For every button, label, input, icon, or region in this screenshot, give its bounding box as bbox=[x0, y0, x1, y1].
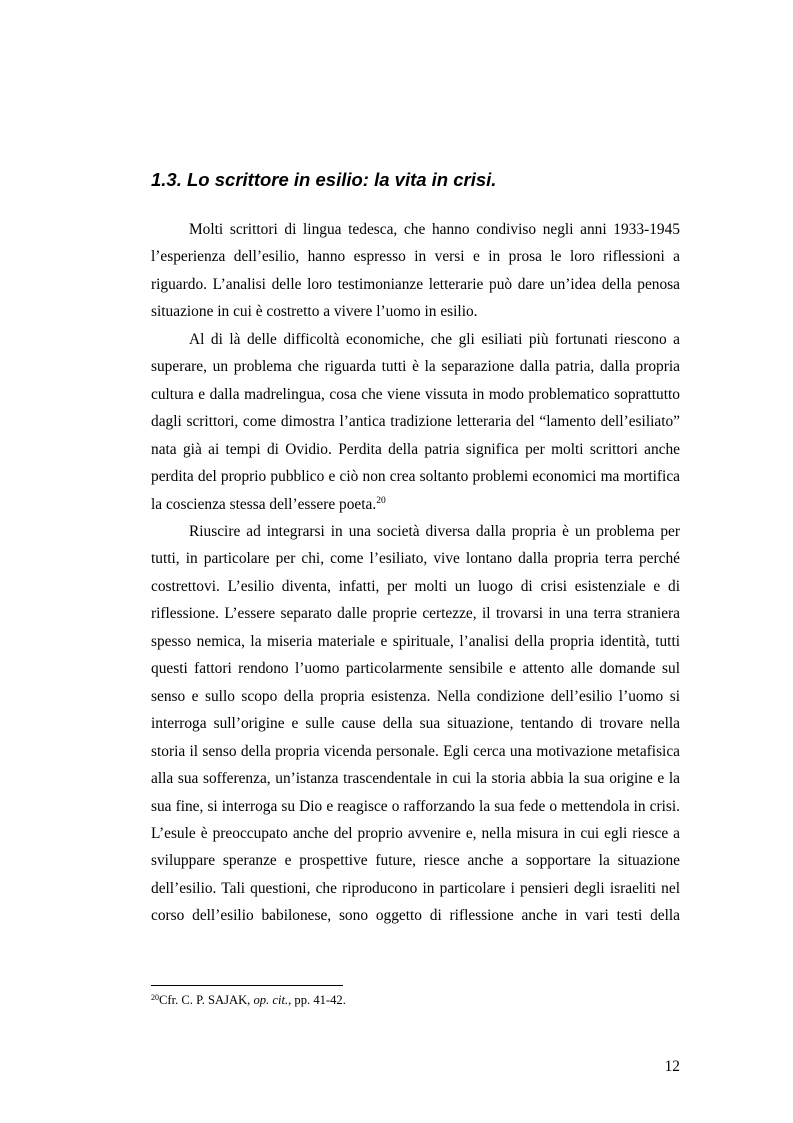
paragraph-2-text: Al di là delle difficoltà economiche, che gli esiliati più fortunati riescono a superare, un problema che riguarda tutti è la separazione dalla patria, dalla propria cultura e dalla madrelingua, cosa che viene vissuta in modo problematico soprattutto dagli scrittori, come dimostra l’antica tradizione letteraria del “lamento dell’esiliato” nata già ai tempi di Ovidio. Perdita della patria significa per molti scrittori anche perdita del proprio pubblico e ciò non crea soltanto problemi economici ma mortifica la coscienza stessa dell’essere poeta. bbox=[151, 330, 680, 513]
paragraph-3-text: Riuscire ad integrarsi in una società diversa dalla propria è un problema per tutti, in particolare per chi, come l’esiliato, vive lontano dalla propria terra perché costrettovi. L’esilio diventa, infatti, per molti un luogo di crisi esistenziale e di riflessione. L’essere separato dalle proprie certezze, il trovarsi in una terra straniera spesso nemica, la miseria materiale e spirituale, l’analisi della propria identità, tutti questi fattori rendono l’uomo particolarmente sensibile e attento alle domande sul senso e sullo scopo della propria esistenza. Nella condizione dell’esilio l’uomo si interroga sull’origine e sulle cause della sua situazione, tentando di trovare nella storia il senso della propria vicenda personale. Egli cerca una motivazione metafisica alla sua sofferenza, un’istanza trascendentale in cui la storia abbia la sua origine e la sua fine, si interroga su Dio e reagisce o rafforzando la sua fede o mettendola in crisi. L’esule è preoccupato anche del proprio avvenire e, nella misura in cui egli riesce a sviluppare speranze e prospettive future, riesce anche a sopportare la situazione dell’esilio. Tali questioni, che riproducono in particolare i pensieri degli israeliti nel corso dell’esilio babilonese, sono oggetto di riflessione anche in vari testi della bbox=[151, 522, 680, 925]
footnote-number: 20 bbox=[151, 993, 159, 1002]
footnote-reference[interactable]: 20 bbox=[376, 495, 386, 506]
section-heading: 1.3. Lo scrittore in esilio: la vita in crisi. bbox=[151, 169, 497, 190]
body-text bbox=[151, 216, 680, 930]
paragraph-2 bbox=[151, 326, 680, 518]
page-number: 12 bbox=[664, 1058, 680, 1075]
footnote-separator bbox=[151, 985, 343, 986]
footnote bbox=[151, 992, 680, 1010]
paragraph-1 bbox=[151, 216, 680, 326]
paragraph-1-text: Molti scrittori di lingua tedesca, che hanno condiviso negli anni 1933-1945 l’esperienza dell’esilio, hanno espresso in versi e in prosa le loro riflessioni a riguardo. L’analisi delle loro testimonianze letterarie può dare un’idea della penosa situazione in cui è costretto a vivere l’uomo in esilio. bbox=[151, 221, 680, 321]
paragraph-3 bbox=[151, 518, 680, 930]
footnote-italic: op. cit. bbox=[253, 993, 289, 1007]
footnote-suffix: , pp. 41-42. bbox=[288, 993, 346, 1007]
footnote-prefix: Cfr. C. P. SAJAK, bbox=[159, 993, 254, 1007]
